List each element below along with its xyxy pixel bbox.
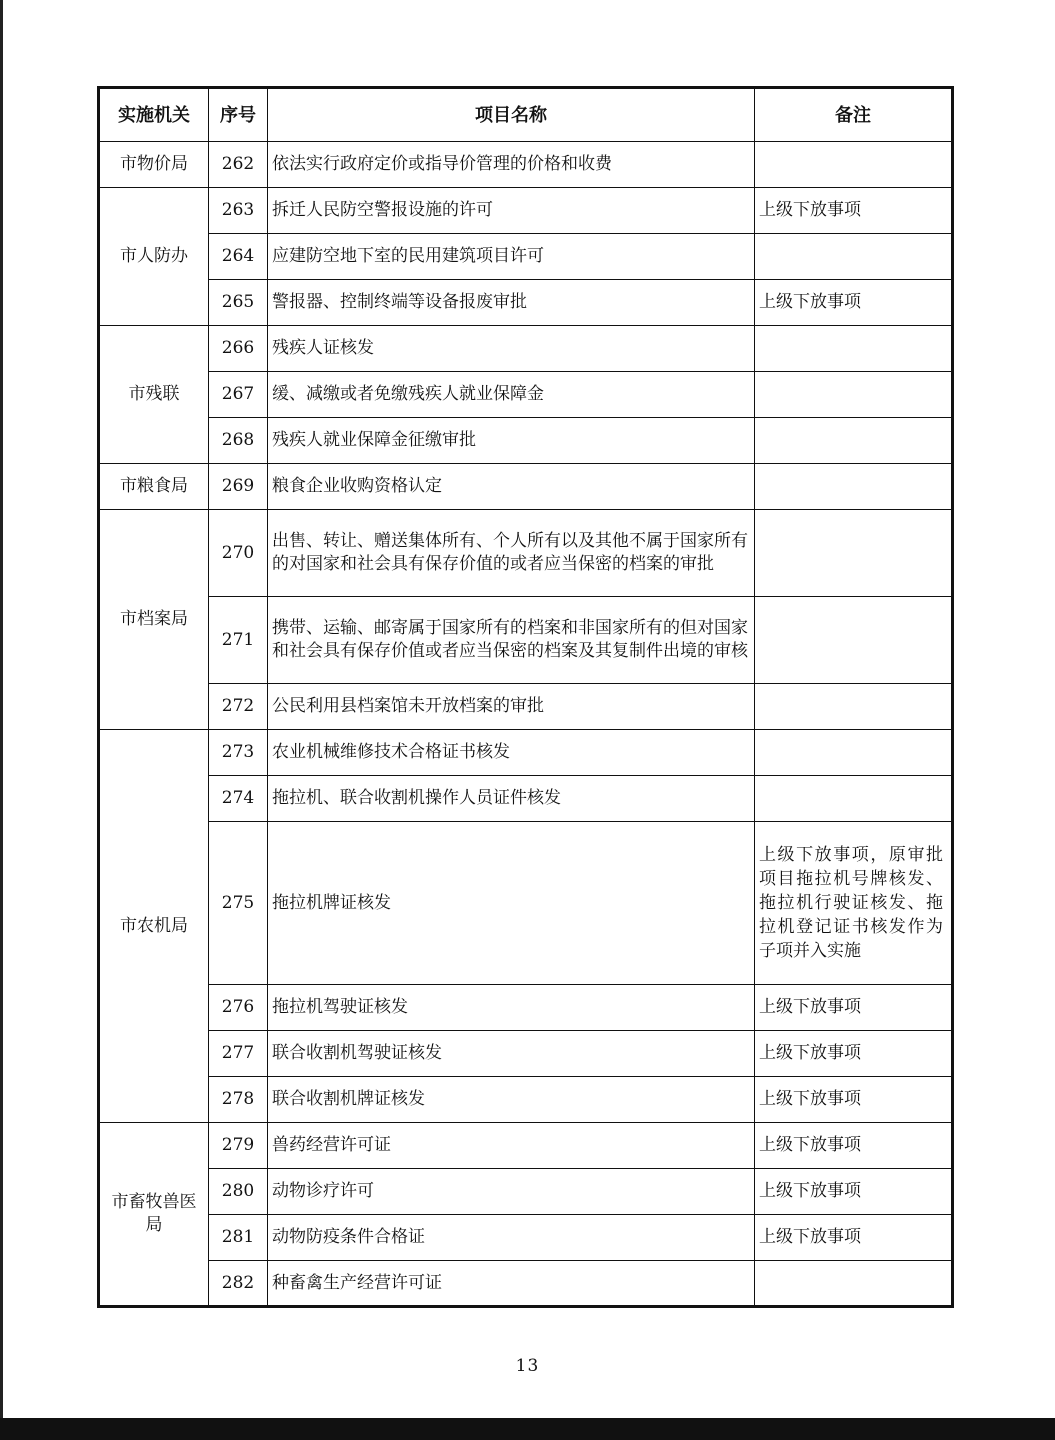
- seq-cell: 275: [209, 822, 268, 985]
- note-cell: 上级下放事项: [755, 1169, 953, 1215]
- note-cell: 上级下放事项: [755, 188, 953, 234]
- table-row: [99, 1077, 953, 1123]
- scan-edge-bottom: [0, 1418, 1055, 1440]
- seq-cell: 280: [209, 1169, 268, 1215]
- name-cell: 残疾人证核发: [268, 326, 755, 372]
- table-row: [99, 776, 953, 822]
- note-cell: [755, 372, 953, 418]
- table-row: [99, 372, 953, 418]
- org-cell: 市人防办: [99, 188, 209, 326]
- seq-cell: 279: [209, 1123, 268, 1169]
- note-cell: [755, 776, 953, 822]
- org-cell: 市物价局: [99, 142, 209, 188]
- header-org: 实施机关: [99, 88, 209, 142]
- org-cell: 市农机局: [99, 730, 209, 1123]
- name-cell: 依法实行政府定价或指导价管理的价格和收费: [268, 142, 755, 188]
- name-cell: 公民利用县档案馆未开放档案的审批: [268, 684, 755, 730]
- seq-cell: 277: [209, 1031, 268, 1077]
- name-cell: 农业机械维修技术合格证书核发: [268, 730, 755, 776]
- table-row: [99, 684, 953, 730]
- table-row: [99, 234, 953, 280]
- org-cell: 市畜牧兽医局: [99, 1123, 209, 1307]
- note-cell: 上级下放事项: [755, 280, 953, 326]
- table-row: [99, 1261, 953, 1307]
- note-cell: [755, 142, 953, 188]
- note-cell: [755, 684, 953, 730]
- name-cell: 残疾人就业保障金征缴审批: [268, 418, 755, 464]
- table-row: [99, 985, 953, 1031]
- seq-cell: 274: [209, 776, 268, 822]
- table-row: [99, 1169, 953, 1215]
- name-cell: 拖拉机驾驶证核发: [268, 985, 755, 1031]
- table-row: [99, 597, 953, 684]
- name-cell: 应建防空地下室的民用建筑项目许可: [268, 234, 755, 280]
- note-cell: [755, 510, 953, 597]
- seq-cell: 272: [209, 684, 268, 730]
- name-cell: 动物诊疗许可: [268, 1169, 755, 1215]
- seq-cell: 269: [209, 464, 268, 510]
- table-row: [99, 730, 953, 776]
- note-cell: 上级下放事项: [755, 985, 953, 1031]
- table-row: [99, 510, 953, 597]
- table-row: [99, 280, 953, 326]
- note-cell: [755, 234, 953, 280]
- name-cell: 出售、转让、赠送集体所有、个人所有以及其他不属于国家所有的对国家和社会具有保存价值的或者应当保密的档案的审批: [268, 510, 755, 597]
- org-cell: 市残联: [99, 326, 209, 464]
- seq-cell: 263: [209, 188, 268, 234]
- header-name: 项目名称: [268, 88, 755, 142]
- note-cell: 上级下放事项: [755, 1031, 953, 1077]
- header-seq: 序号: [209, 88, 268, 142]
- table-row: [99, 326, 953, 372]
- note-cell: [755, 464, 953, 510]
- seq-cell: 270: [209, 510, 268, 597]
- table-row: [99, 1031, 953, 1077]
- seq-cell: 266: [209, 326, 268, 372]
- seq-cell: 264: [209, 234, 268, 280]
- note-cell: [755, 326, 953, 372]
- note-cell: 上级下放事项: [755, 1215, 953, 1261]
- scan-edge-left: [0, 0, 3, 1440]
- name-cell: 粮食企业收购资格认定: [268, 464, 755, 510]
- note-cell: [755, 730, 953, 776]
- name-cell: 拖拉机、联合收割机操作人员证件核发: [268, 776, 755, 822]
- seq-cell: 262: [209, 142, 268, 188]
- seq-cell: 267: [209, 372, 268, 418]
- seq-cell: 268: [209, 418, 268, 464]
- seq-cell: 271: [209, 597, 268, 684]
- note-cell: [755, 418, 953, 464]
- name-cell: 警报器、控制终端等设备报废审批: [268, 280, 755, 326]
- note-cell: [755, 1261, 953, 1307]
- note-cell: 上级下放事项: [755, 1123, 953, 1169]
- name-cell: 拖拉机牌证核发: [268, 822, 755, 985]
- seq-cell: 281: [209, 1215, 268, 1261]
- name-cell: 联合收割机驾驶证核发: [268, 1031, 755, 1077]
- page-number: 13: [515, 1356, 540, 1376]
- table-row: [99, 418, 953, 464]
- name-cell: 缓、减缴或者免缴残疾人就业保障金: [268, 372, 755, 418]
- seq-cell: 276: [209, 985, 268, 1031]
- org-cell: 市粮食局: [99, 464, 209, 510]
- table-row: [99, 142, 953, 188]
- seq-cell: 278: [209, 1077, 268, 1123]
- note-cell: 上级下放事项，原审批项目拖拉机号牌核发、拖拉机行驶证核发、拖拉机登记证书核发作为子项并入实施: [755, 822, 953, 985]
- header-row: [99, 88, 953, 142]
- table-row: [99, 464, 953, 510]
- name-cell: 拆迁人民防空警报设施的许可: [268, 188, 755, 234]
- approval-items-table: [97, 86, 954, 1308]
- seq-cell: 273: [209, 730, 268, 776]
- name-cell: 种畜禽生产经营许可证: [268, 1261, 755, 1307]
- table-row: [99, 188, 953, 234]
- seq-cell: 282: [209, 1261, 268, 1307]
- seq-cell: 265: [209, 280, 268, 326]
- name-cell: 动物防疫条件合格证: [268, 1215, 755, 1261]
- note-cell: 上级下放事项: [755, 1077, 953, 1123]
- org-cell: 市档案局: [99, 510, 209, 730]
- note-cell: [755, 597, 953, 684]
- table-row: [99, 1215, 953, 1261]
- header-note: 备注: [755, 88, 953, 142]
- table-row: [99, 1123, 953, 1169]
- name-cell: 联合收割机牌证核发: [268, 1077, 755, 1123]
- name-cell: 携带、运输、邮寄属于国家所有的档案和非国家所有的但对国家和社会具有保存价值或者应当保密的档案及其复制件出境的审核: [268, 597, 755, 684]
- name-cell: 兽药经营许可证: [268, 1123, 755, 1169]
- table-row: [99, 822, 953, 985]
